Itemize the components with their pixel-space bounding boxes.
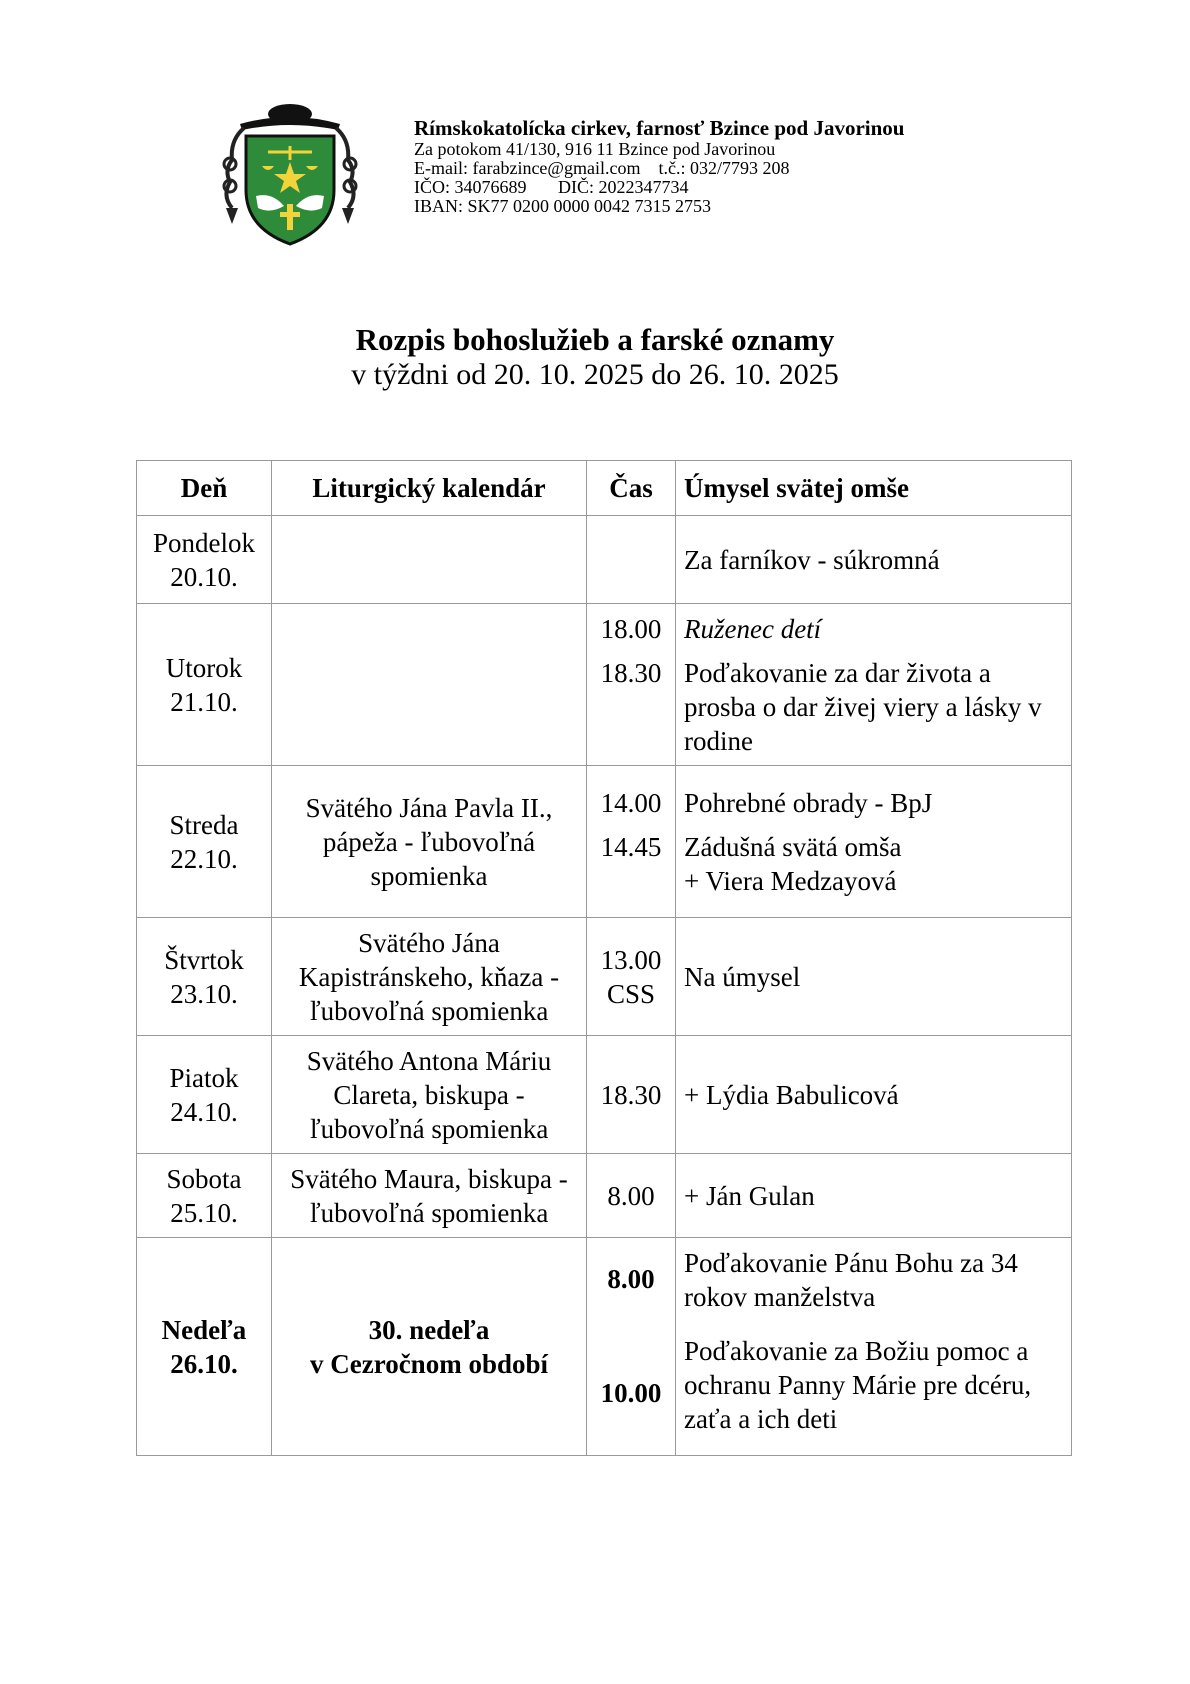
title-block: [0, 322, 1190, 392]
day-cell: [137, 1036, 272, 1154]
table-header-row: [137, 461, 1072, 516]
intention-text: + Viera Medzayová: [684, 865, 897, 896]
day-cell: [137, 918, 272, 1036]
day-name: Utorok: [165, 652, 243, 683]
time-cell: 8.00: [587, 1154, 676, 1238]
intention-text: Za farníkov - súkromná: [684, 544, 940, 575]
header-day: Deň: [137, 461, 272, 516]
time-cell: 18.30: [587, 1036, 676, 1154]
day-cell: [137, 1238, 272, 1456]
table-row: [137, 516, 1072, 604]
time-value: 8.00: [607, 1264, 655, 1294]
registration-ids: IČO: 34076689 DIČ: 2022347734: [414, 177, 689, 197]
day-date: 26.10.: [170, 1348, 238, 1379]
day-name: Piatok: [169, 1062, 239, 1093]
time-cell: [587, 604, 676, 766]
intention-text: Pohrebné obrady - BpJ: [684, 787, 933, 818]
contact: E-mail: farabzince@gmail.com t.č.: 032/7793 208: [414, 158, 790, 178]
table-row: [137, 1036, 1072, 1154]
day-cell: [137, 516, 272, 604]
header-intention: Úmysel svätej omše: [676, 461, 1072, 516]
table-row: [137, 918, 1072, 1036]
intention-cell: [676, 1238, 1072, 1456]
table-row: [137, 1238, 1072, 1456]
liturgy-cell: [272, 1238, 587, 1456]
schedule-table: [136, 460, 1072, 1456]
time-cell: [587, 1238, 676, 1456]
day-cell: [137, 604, 272, 766]
organization-name: Rímskokatolícka cirkev, farnosť Bzince pod Javorinou: [414, 116, 905, 140]
intention-cell: [676, 1036, 1072, 1154]
intention-text: Poďakovanie za dar života a prosba o dar živej viery a lásky v rodine: [684, 658, 1042, 756]
liturgy-cell: Svätého Jána Pavla II., pápeža - ľubovoľná spomienka: [272, 766, 587, 918]
liturgy-cell: [272, 516, 587, 604]
address: Za potokom 41/130, 916 11 Bzince pod Javorinou: [414, 139, 776, 159]
intention-text: Poďakovanie Pánu Bohu za 34 rokov manželstva: [684, 1248, 1018, 1312]
time-value: 14.00: [600, 787, 662, 818]
intention-cell: [676, 1154, 1072, 1238]
iban: IBAN: SK77 0200 0000 0042 7315 2753: [414, 196, 712, 216]
liturgy-cell: Svätého Jána Kapistránskeho, kňaza - ľubovoľná spomienka: [272, 918, 587, 1036]
time-cell: [587, 516, 676, 604]
intention-text: + Lýdia Babulicová: [684, 1079, 899, 1110]
header-time: Čas: [587, 461, 676, 516]
intention-cell: [676, 604, 1072, 766]
day-date: 25.10.: [170, 1197, 238, 1228]
time-value: 18.00: [600, 614, 662, 644]
day-name: Sobota: [166, 1163, 242, 1194]
day-cell: [137, 1154, 272, 1238]
liturgy-cell: Svätého Antona Máriu Clareta, biskupa - ľubovoľná spomienka: [272, 1036, 587, 1154]
table-row: [137, 766, 1072, 918]
time-cell: [587, 766, 676, 918]
header-liturgy: Liturgický kalendár: [272, 461, 587, 516]
intention-cell: [676, 918, 1072, 1036]
time-value: 13.00: [600, 944, 662, 975]
intention-text: Zádušná svätá omša: [684, 831, 902, 862]
parish-coat-of-arms: [210, 100, 370, 250]
day-name: Nedeľa: [161, 1314, 247, 1345]
table-row: [137, 604, 1072, 766]
intention-cell: [676, 516, 1072, 604]
time-value: 14.45: [600, 831, 662, 862]
time-value: 10.00: [600, 1378, 662, 1408]
liturgy-subtitle: v Cezročnom období: [309, 1348, 548, 1379]
intention-text: + Ján Gulan: [684, 1180, 815, 1211]
day-date: 21.10.: [170, 686, 238, 717]
day-date: 22.10.: [170, 843, 238, 874]
page-title: Rozpis bohoslužieb a farské oznamy: [355, 322, 835, 357]
liturgy-cell: Svätého Maura, biskupa - ľubovoľná spomienka: [272, 1154, 587, 1238]
time-cell: [587, 918, 676, 1036]
day-date: 20.10.: [170, 561, 238, 592]
intention-text: Ruženec detí: [684, 614, 822, 644]
table-row: [137, 1154, 1072, 1238]
day-cell: [137, 766, 272, 918]
day-name: Štvrtok: [164, 944, 244, 975]
time-value: CSS: [606, 978, 656, 1009]
intention-cell: [676, 766, 1072, 918]
page-subtitle: v týždni od 20. 10. 2025 do 26. 10. 2025: [351, 358, 839, 391]
liturgy-cell: [272, 604, 587, 766]
intention-text: Poďakovanie za Božiu pomoc a ochranu Panny Márie pre dcéru, zaťa a ich deti: [684, 1336, 1032, 1434]
day-name: Streda: [169, 809, 239, 840]
parish-coat-of-arms-icon: [210, 100, 370, 250]
parish-header: [414, 116, 904, 216]
intention-text: Na úmysel: [684, 961, 801, 992]
day-name: Pondelok: [152, 527, 255, 558]
liturgy-title: 30. nedeľa: [368, 1314, 490, 1345]
day-date: 23.10.: [170, 978, 238, 1009]
time-value: 18.30: [600, 658, 662, 688]
day-date: 24.10.: [170, 1096, 238, 1127]
